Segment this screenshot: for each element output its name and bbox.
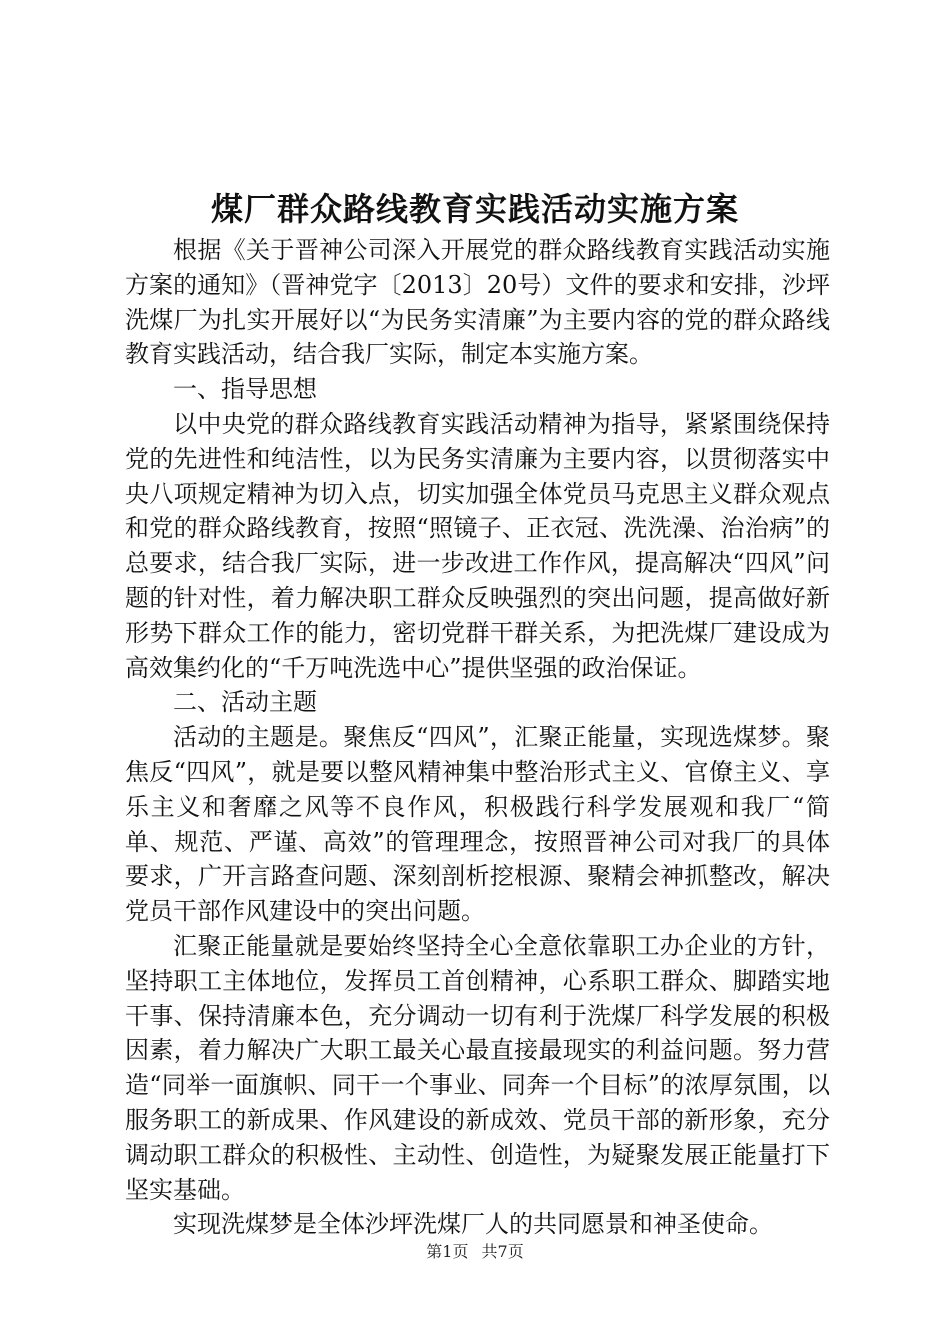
paragraph-guiding-ideology: 以中央党的群众路线教育实践活动精神为指导，紧紧围绕保持党的先进性和纯洁性，以为民务实清廉为主要内容，以贯彻落实中央八项规定精神为切入点，切实加强全体党员马克思主义群众观点和党的群众路线教育，按照“照镜子、正衣冠、洗洗澡、治治病”的总要求，结合我厂实际，进一步改进工作作风，提高解决“四风”问题的针对性，着力解决职工群众反映强烈的突出问题，提高做好新形势下群众工作的能力，密切党群干群关系，为把洗煤厂建设成为高效集约化的“千万吨洗选中心”提供坚强的政治保证。 xyxy=(125,409,830,682)
page-footer xyxy=(0,1240,950,1264)
paragraph-activity-theme: 活动的主题是。聚焦反“四风”，汇聚正能量，实现选煤梦。聚焦反“四风”，就是要以整风精神集中整治形式主义、官僚主义、享乐主义和奢靡之风等不良作风，积极践行科学发展观和我厂“简单、规范、严谨、高效”的管理理念，按照晋神公司对我厂的具体要求，广开言路查问题、深刻剖析挖根源、聚精会神抓整改，解决党员干部作风建设中的突出问题。 xyxy=(125,723,830,926)
page-number: 第1页 xyxy=(426,1242,469,1261)
page-total: 共7页 xyxy=(481,1242,524,1261)
paragraph-coal-dream: 实现洗煤梦是全体沙坪洗煤厂人的共同愿景和神圣使命。 xyxy=(173,1210,773,1239)
paragraph-intro: 根据《关于晋神公司深入开展党的群众路线教育实践活动实施方案的通知》（晋神党字〔2013〕20号）文件的要求和安排，沙坪洗煤厂为扎实开展好以“为民务实清廉”为主要内容的党的群众路线教育实践活动，结合我厂实际，制定本实施方案。 xyxy=(125,236,830,369)
document-body xyxy=(125,233,830,1242)
paragraph-positive-energy: 汇聚正能量就是要始终坚持全心全意依靠职工办企业的方针，坚持职工主体地位，发挥员工首创精神，心系职工群众、脚踏实地干事、保持清廉本色，充分调动一切有利于洗煤厂科学发展的积极因素，着力解决广大职工最关心最直接最现实的利益问题。努力营造“同举一面旗帜、同干一个事业、同奔一个目标”的浓厚氛围，以服务职工的新成果、作风建设的新成效、党员干部的新形象，充分调动职工群众的积极性、主动性、创造性，为疑聚发展正能量打下坚实基础。 xyxy=(125,931,830,1204)
document-title: 煤厂群众路线教育实践活动实施方案 xyxy=(210,190,739,228)
section-heading-guiding-ideology: 一、指导思想 xyxy=(173,375,317,404)
section-heading-activity-theme: 二、活动主题 xyxy=(173,688,317,717)
